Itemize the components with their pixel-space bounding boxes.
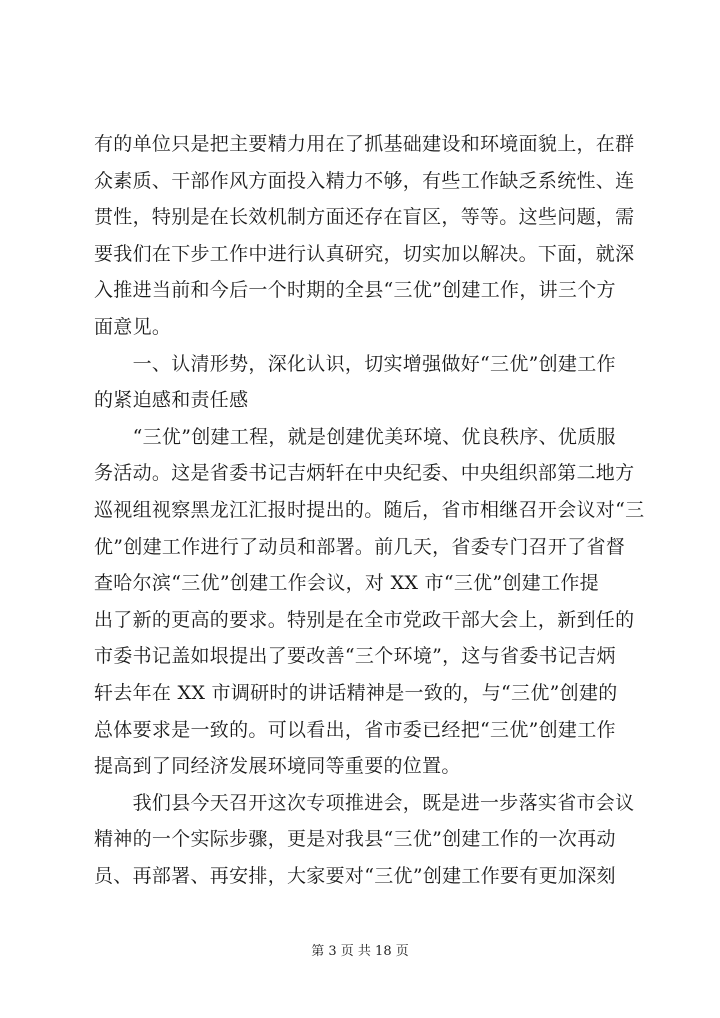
text-line: 入推进当前和今后一个时期的全县“三优”创建工作，讲三个方 (94, 279, 616, 302)
body-text (94, 126, 645, 894)
text-line: 我们县今天召开这次专项推进会，既是进一步落实省市会议 (94, 791, 635, 814)
text-line: 贯性，特别是在长效机制方面还存在盲区，等等。这些问题，需 (94, 206, 635, 229)
text-line: 查哈尔滨“三优”创建工作会议，对 XX 市“三优”创建工作提 (94, 572, 599, 595)
text-line: 要我们在下步工作中进行认真研究，切实加以解决。下面，就深 (94, 242, 635, 265)
text-line: 精神的一个实际步骤，更是对我县“三优”创建工作的一次再动 (94, 828, 616, 851)
text-line: 有的单位只是把主要精力用在了抓基础建设和环境面貌上，在群 (94, 133, 635, 155)
text-line: 面意见。 (94, 315, 172, 338)
text-line: 众素质、干部作风方面投入精力不够，有些工作缺乏系统性、连 (94, 169, 635, 192)
text-line: 员、再部署、再安排，大家要对“三优”创建工作要有更加深刻 (94, 864, 616, 887)
text-line: 务活动。这是省委书记吉炳轩在中央纪委、中央组织部第二地方 (94, 462, 635, 485)
text-line: 提高到了同经济发展环境同等重要的位置。 (94, 755, 461, 778)
section-heading-line: 的紧迫感和责任感 (94, 389, 249, 412)
text-line: 总体要求是一致的。可以看出，省市委已经把“三优”创建工作 (94, 718, 616, 741)
page-number-footer: 第 3 页 共 18 页 (311, 944, 409, 959)
section-heading-line: 一、认清形势，深化认识，切实增强做好“三优”创建工作 (94, 352, 616, 375)
text-line: 出了新的更高的要求。特别是在全市党政干部大会上，新到任的 (94, 608, 635, 631)
text-line: 巡视组视察黑龙江汇报时提出的。随后，省市相继召开会议对“三 (94, 498, 645, 521)
text-line: “三优”创建工程，就是创建优美环境、优良秩序、优质服 (94, 425, 616, 448)
text-line: 优”创建工作进行了动员和部署。前几天，省委专门召开了省督 (94, 535, 626, 558)
text-line: 市委书记盖如垠提出了要改善“三个环境”，这与省委书记吉炳 (94, 645, 616, 668)
text-line: 轩去年在 XX 市调研时的讲话精神是一致的，与“三优”创建的 (94, 681, 618, 704)
